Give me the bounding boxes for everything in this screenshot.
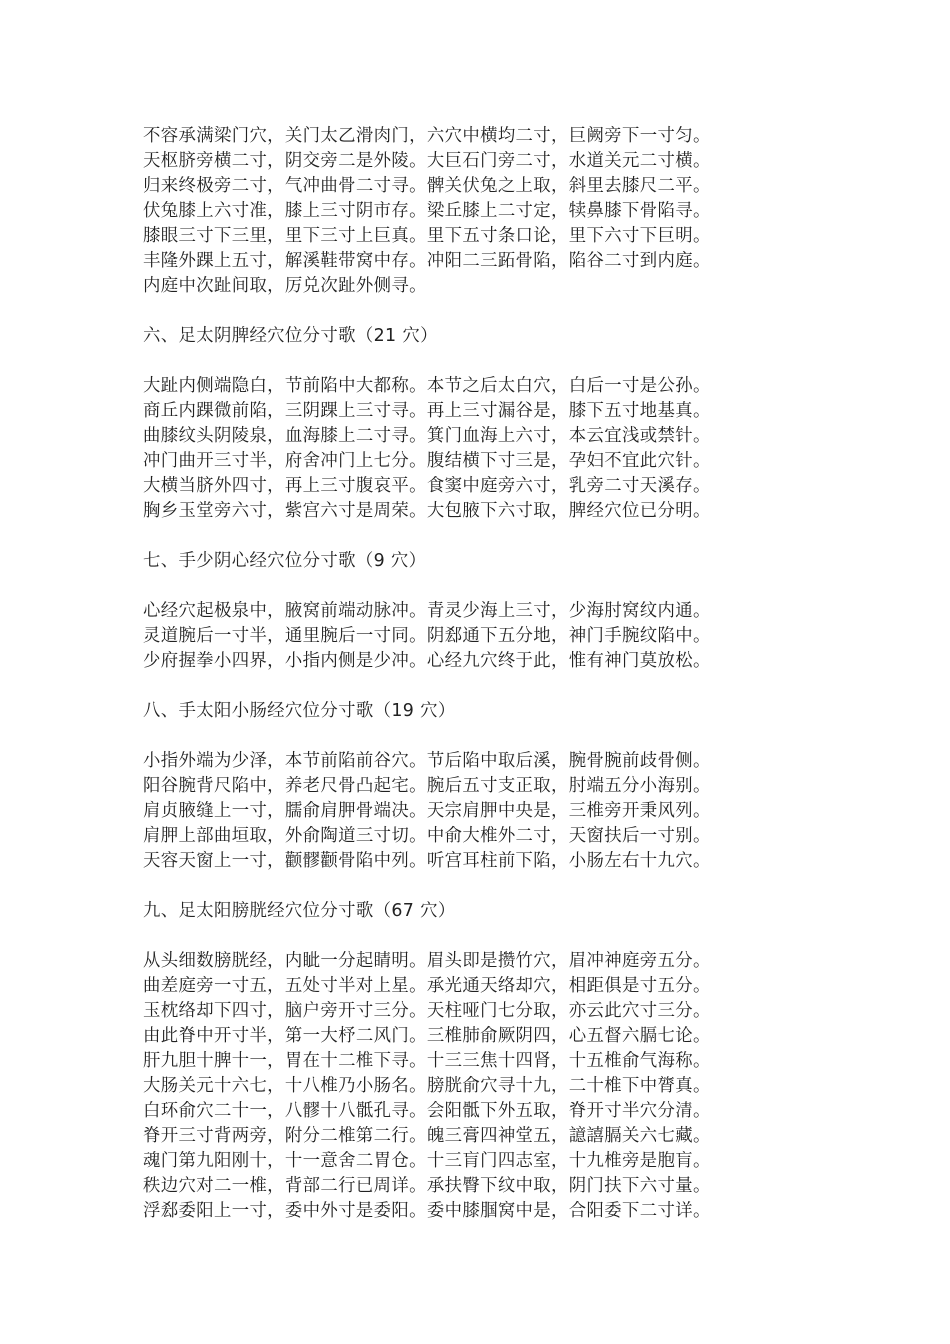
verse-line: 白环俞穴二十一，八髎十八骶孔寻。会阳骶下外五取，脊开寸半穴分清。	[143, 1101, 711, 1121]
verse-line: 肝九胆十脾十一，胃在十二椎下寻。十三三焦十四肾，十五椎俞气海称。	[143, 1051, 711, 1071]
verse-line: 膝眼三寸下三里，里下三寸上巨真。里下五寸条口论，里下六寸下巨明。	[143, 226, 711, 246]
verse-line: 大肠关元十六七，十八椎乃小肠名。膀胱俞穴寻十九，二十椎下中膂真。	[143, 1076, 711, 1096]
verse-line: 魂门第九阳刚十，十一意舍二胃仓。十三肓门四志室，十九椎旁是胞肓。	[143, 1151, 711, 1171]
verse-line: 灵道腕后一寸半，通里腕后一寸同。阴郄通下五分地，神门手腕纹陷中。	[143, 626, 711, 646]
verse-line: 大横当脐外四寸，再上三寸腹哀平。食窦中庭旁六寸，乳旁二寸天溪存。	[143, 476, 711, 496]
verse-line: 天枢脐旁横二寸，阴交旁二是外陵。大巨石门旁二寸，水道关元二寸横。	[143, 151, 711, 171]
verse-line: 冲门曲开三寸半，府舍冲门上七分。腹结横下寸三是，孕妇不宜此穴针。	[143, 451, 711, 471]
verse-line: 归来终极旁二寸，气冲曲骨二寸寻。髀关伏兔之上取，斜里去膝尺二平。	[143, 176, 711, 196]
verse-line: 肩胛上部曲垣取，外俞陶道三寸切。中俞大椎外二寸，天窗扶后一寸别。	[143, 826, 711, 846]
verse-line: 大趾内侧端隐白，节前陷中大都称。本节之后太白穴，白后一寸是公孙。	[143, 376, 711, 396]
section-stomach-meridian-continued	[143, 124, 863, 299]
verse-line: 由此脊中开寸半，第一大杼二风门。三椎肺俞厥阴四，心五督六膈七论。	[143, 1026, 711, 1046]
section-heading: 七、手少阴心经穴位分寸歌（9 穴）	[143, 551, 427, 571]
document-body	[143, 124, 863, 1224]
verse-line: 丰隆外踝上五寸，解溪鞋带窝中存。冲阳二三跖骨陷，陷谷二寸到内庭。	[143, 251, 711, 271]
verse-line: 天容天窗上一寸，颧髎颧骨陷中列。听宫耳柱前下陷，小肠左右十九穴。	[143, 851, 711, 871]
verse-line: 胸乡玉堂旁六寸，紫宫六寸是周荣。大包腋下六寸取，脾经穴位已分明。	[143, 501, 711, 521]
verse-line: 曲膝纹头阴陵泉，血海膝上二寸寻。箕门血海上六寸，本云宜浅或禁针。	[143, 426, 711, 446]
verse-line: 内庭中次趾间取，厉兑次趾外侧寻。	[143, 276, 427, 296]
verse-line: 心经穴起极泉中，腋窝前端动脉冲。青灵少海上三寸，少海肘窝纹内通。	[143, 601, 711, 621]
section-spleen-meridian	[143, 324, 863, 524]
verse-line: 商丘内踝微前陷，三阴踝上三寸寻。再上三寸漏谷是，膝下五寸地基真。	[143, 401, 711, 421]
verse-line: 伏兔膝上六寸准，膝上三寸阴市存。梁丘膝上二寸定，犊鼻膝下骨陷寻。	[143, 201, 711, 221]
verse-line: 肩贞腋缝上一寸，臑俞肩胛骨端决。天宗肩胛中央是，三椎旁开秉风列。	[143, 801, 711, 821]
verse-line: 玉枕络却下四寸，脑户旁开寸三分。天柱哑门七分取，亦云此穴寸三分。	[143, 1001, 711, 1021]
verse-line: 秩边穴对二一椎，背部二行已周详。承扶臀下纹中取，阴门扶下六寸量。	[143, 1176, 711, 1196]
verse-line: 曲差庭旁一寸五，五处寸半对上星。承光通天络却穴，相距俱是寸五分。	[143, 976, 711, 996]
verse-line: 阳谷腕背尺陷中，养老尺骨凸起宅。腕后五寸支正取，肘端五分小海别。	[143, 776, 711, 796]
section-heading: 八、手太阳小肠经穴位分寸歌（19 穴）	[143, 701, 456, 721]
verse-line: 脊开三寸背两旁，附分二椎第二行。魄三膏四神堂五，譩譆膈关六七藏。	[143, 1126, 711, 1146]
verse-line: 小指外端为少泽，本节前陷前谷穴。节后陷中取后溪，腕骨腕前歧骨侧。	[143, 751, 711, 771]
section-heading: 六、足太阴脾经穴位分寸歌（21 穴）	[143, 326, 438, 346]
section-heart-meridian	[143, 549, 863, 674]
section-heading: 九、足太阳膀胱经穴位分寸歌（67 穴）	[143, 901, 456, 921]
verse-line: 少府握拳小四界，小指内侧是少冲。心经九穴终于此，惟有神门莫放松。	[143, 651, 711, 671]
section-small-intestine-meridian	[143, 699, 863, 874]
verse-line: 从头细数膀胱经，内眦一分起睛明。眉头即是攒竹穴，眉冲神庭旁五分。	[143, 951, 711, 971]
section-bladder-meridian	[143, 899, 863, 1224]
verse-line: 不容承满梁门穴，关门太乙滑肉门，六穴中横均二寸，巨阙旁下一寸匀。	[143, 126, 711, 146]
verse-line: 浮郄委阳上一寸，委中外寸是委阳。委中膝腘窝中是，合阳委下二寸详。	[143, 1201, 711, 1221]
